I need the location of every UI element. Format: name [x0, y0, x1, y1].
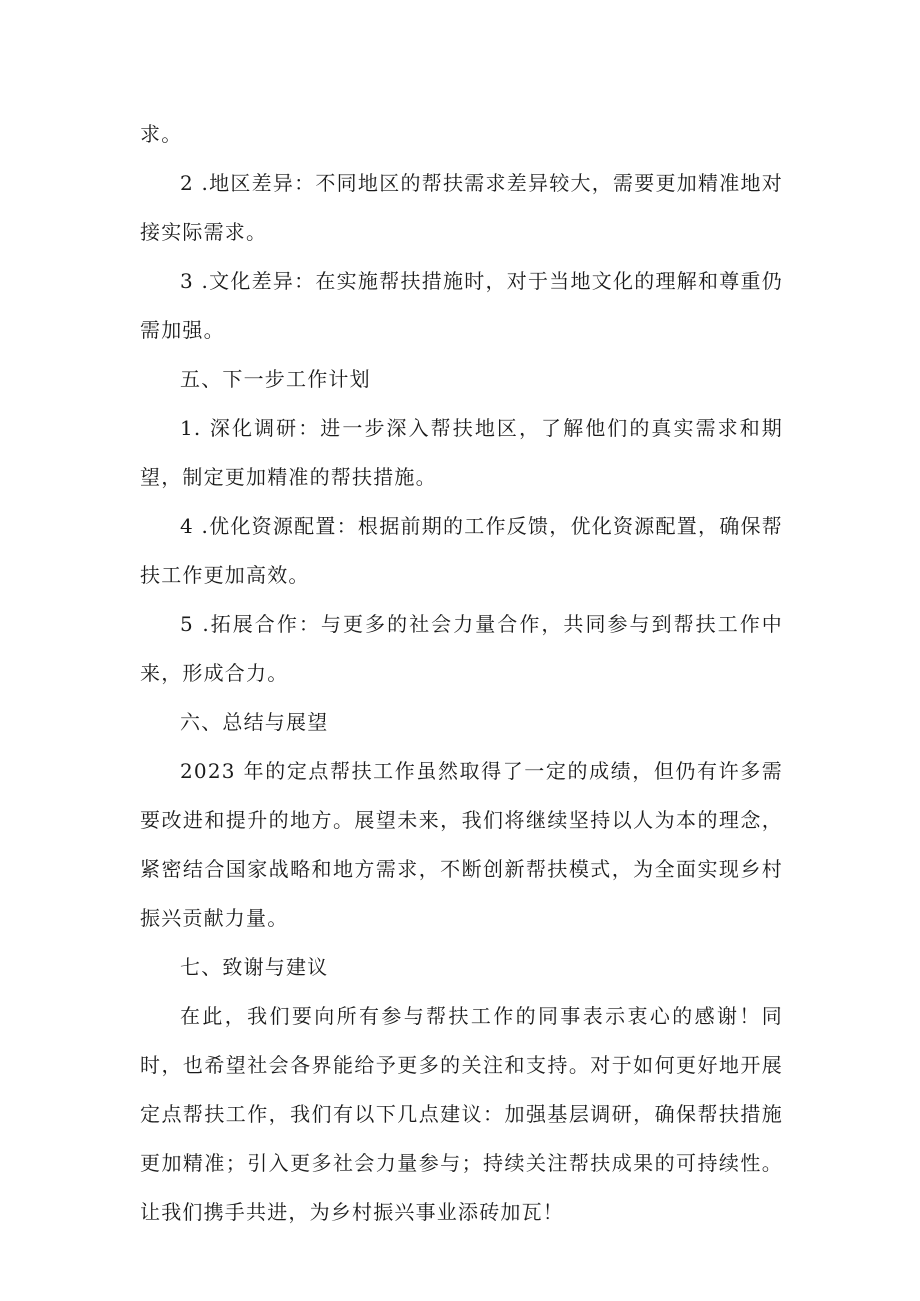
paragraph-cultural-difference: 3 .文化差异：在实施帮扶措施时，对于当地文化的理解和尊重仍需加强。 [140, 269, 783, 342]
paragraph-deepen-research: 1. 深化调研：进一步深入帮扶地区，了解他们的真实需求和期望，制定更加精准的帮扶措施。 [140, 416, 783, 489]
paragraph-regional-difference: 2 .地区差异：不同地区的帮扶需求差异较大，需要更加精准地对接实际需求。 [140, 171, 783, 244]
section-heading-next-steps: 五、下一步工作计划 [180, 367, 371, 391]
section-heading-summary: 六、总结与展望 [180, 710, 329, 734]
document-body [140, 110, 783, 1237]
paragraph-optimize-resources: 4 .优化资源配置：根据前期的工作反馈，优化资源配置，确保帮扶工作更加高效。 [140, 514, 783, 587]
paragraph-summary: 2023 年的定点帮扶工作虽然取得了一定的成绩，但仍有许多需要改进和提升的地方。展望未来，我们将继续坚持以人为本的理念，紧密结合国家战略和地方需求，不断创新帮扶模式，为全面实现乡村振兴贡献力量。 [140, 759, 783, 930]
section-heading-thanks: 七、致谢与建议 [180, 955, 329, 979]
paragraph-expand-cooperation: 5 .拓展合作：与更多的社会力量合作，共同参与到帮扶工作中来，形成合力。 [140, 612, 783, 685]
paragraph-thanks: 在此，我们要向所有参与帮扶工作的同事表示衷心的感谢！同时，也希望社会各界能给予更多的关注和支持。对于如何更好地开展定点帮扶工作，我们有以下几点建议：加强基层调研，确保帮扶措施更加精准；引入更多社会力量参与；持续关注帮扶成果的可持续性。让我们携手共进，为乡村振兴事业添砖加瓦！ [140, 1004, 783, 1224]
paragraph-continuation: 求。 [140, 122, 183, 146]
